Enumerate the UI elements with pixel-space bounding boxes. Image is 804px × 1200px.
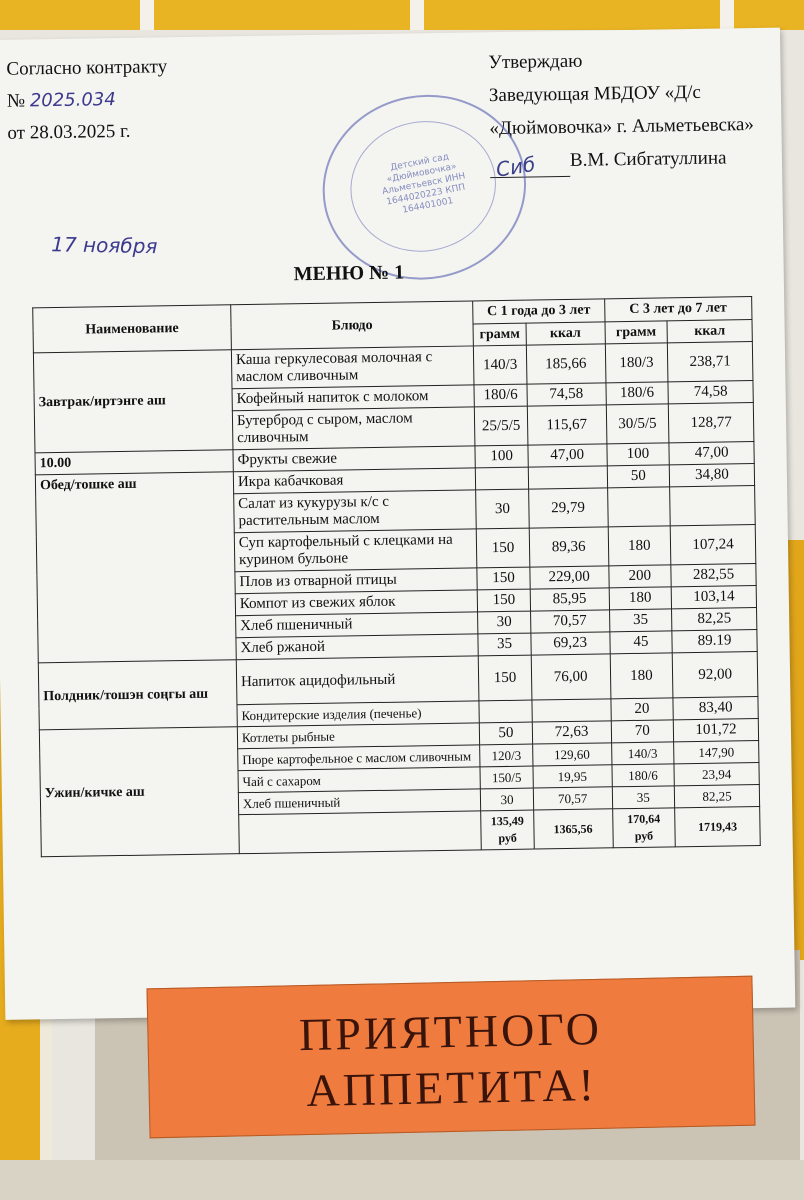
- head-title: Заведующая МБДОУ «Д/с: [488, 81, 702, 107]
- kcal-1: 70,57: [530, 610, 609, 633]
- contract-block: [6, 51, 168, 150]
- meal-name: 10.00: [35, 450, 233, 475]
- gram-2: 180: [610, 653, 673, 699]
- kcal-1: 89,36: [529, 527, 608, 567]
- dish-name: Кондитерские изделия (печенье): [237, 701, 480, 727]
- sign-line-1: ПРИЯТНОГО: [298, 1002, 603, 1061]
- dish-name: Суп картофельный с клецками на курином бульоне: [234, 529, 477, 572]
- col-gram-2: грамм: [605, 320, 668, 343]
- dish-name: Хлеб ржаной: [236, 634, 479, 660]
- kcal-2: 83,40: [673, 697, 758, 720]
- dish-name: Котлеты рыбные: [237, 723, 480, 749]
- gram-2: 180/6: [612, 764, 675, 787]
- gram-1: 120/3: [480, 744, 533, 767]
- gram-2: 200: [608, 565, 671, 588]
- total-price-2: 170,64 руб: [612, 808, 675, 848]
- gram-1: 150: [477, 589, 530, 612]
- dish-name: Фрукты свежие: [233, 446, 476, 472]
- totals-blank: [239, 811, 482, 854]
- kcal-2: 238,71: [667, 342, 752, 382]
- gram-1: 150: [477, 528, 530, 568]
- kcal-1: 47,00: [528, 444, 607, 467]
- kcal-2: 282,55: [671, 564, 756, 587]
- kcal-2: 82,25: [674, 785, 759, 808]
- kcal-2: 103,14: [671, 586, 756, 609]
- kcal-1: 129,60: [532, 743, 611, 766]
- gram-1: 150: [477, 567, 530, 590]
- bon-appetit-sign: [146, 976, 755, 1139]
- gram-1: 140/3: [474, 345, 527, 385]
- dish-name: Каша геркулесовая молочная с маслом сливочным: [231, 346, 474, 389]
- floor-edge: [0, 1160, 804, 1200]
- kcal-2: 74,58: [668, 381, 753, 404]
- signatory-line: [490, 141, 780, 182]
- meal-name: Полдник/тошэн соңгы аш: [38, 660, 237, 730]
- kcal-1: 74,58: [527, 383, 606, 406]
- kcal-1: [532, 699, 611, 722]
- gram-2: [607, 487, 670, 527]
- kcal-1: 115,67: [527, 405, 606, 445]
- gram-1: 35: [478, 633, 531, 656]
- dish-name: Икра кабачковая: [233, 468, 476, 494]
- dish-name: Бутерброд с сыром, маслом сливочным: [232, 407, 475, 450]
- kcal-1: 29,79: [528, 488, 607, 528]
- gram-2: 180/3: [605, 343, 668, 383]
- col-kcal-1: ккал: [526, 321, 605, 345]
- meal-name: Завтрак/иртэнге аш: [33, 350, 232, 453]
- gram-2: 100: [606, 443, 669, 466]
- gram-2: 180: [609, 587, 672, 610]
- kcal-2: 47,00: [669, 442, 754, 465]
- gram-2: 20: [610, 698, 673, 721]
- dish-name: Хлеб пшеничный: [238, 789, 481, 815]
- dish-name: Напиток ацидофильный: [236, 656, 479, 705]
- contract-number: [7, 83, 168, 118]
- wall-gap: [720, 0, 734, 30]
- gram-2: 70: [611, 720, 674, 743]
- kcal-2: 107,24: [670, 525, 755, 565]
- dish-name: Салат из кукурузы к/с с растительным маслом: [234, 490, 477, 533]
- col-kcal-2: ккал: [667, 319, 752, 343]
- school-name: «Дюймовочка» г. Альметьевска»: [489, 114, 755, 140]
- contract-number-handwritten: 2025.034: [29, 89, 116, 112]
- col-gram-1: грамм: [473, 323, 526, 346]
- kcal-1: 72,63: [532, 721, 611, 744]
- contract-line: Согласно контракту: [6, 56, 168, 80]
- gram-1: [479, 700, 532, 723]
- dish-name: Чай с сахаром: [238, 767, 481, 793]
- gram-1: 25/5/5: [475, 406, 528, 446]
- kcal-1: 69,23: [531, 632, 610, 655]
- dish-name: Хлеб пшеничный: [235, 612, 478, 638]
- kcal-2: 101,72: [673, 719, 758, 742]
- menu-sheet: [0, 28, 795, 1020]
- kcal-1: 70,57: [533, 787, 612, 810]
- gram-1: 150: [479, 655, 532, 701]
- kcal-2: 82,25: [672, 608, 757, 631]
- gram-1: 30: [476, 489, 529, 529]
- gram-1: [476, 467, 529, 490]
- kcal-2: 147,90: [674, 741, 759, 764]
- kcal-2: 34,80: [669, 464, 754, 487]
- col-name: Наименование: [33, 305, 232, 353]
- col-group2: С 3 лет до 7 лет: [604, 297, 752, 322]
- total-kcal-1: 1365,56: [533, 809, 612, 849]
- gram-2: 45: [609, 631, 672, 654]
- gram-1: 100: [475, 445, 528, 468]
- gram-2: 35: [609, 609, 672, 632]
- kcal-1: 85,95: [530, 588, 609, 611]
- total-price-1: 135,49 руб: [481, 810, 534, 850]
- kcal-2: 23,94: [674, 763, 759, 786]
- kcal-2: [670, 486, 755, 526]
- kcal-1: 185,66: [526, 344, 605, 384]
- yellow-wall-strip: [0, 0, 804, 30]
- dish-name: Компот из свежих яблок: [235, 590, 478, 616]
- gram-2: 30/5/5: [606, 404, 669, 444]
- gram-1: 30: [481, 788, 534, 811]
- dish-name: Кофейный напиток с молоком: [232, 385, 475, 411]
- menu-title: МЕНЮ № 1: [293, 261, 405, 286]
- dish-name: Пюре картофельное с маслом сливочным: [238, 745, 481, 771]
- kcal-2: 92,00: [672, 652, 758, 698]
- meal-name: Ужин/кичке аш: [39, 727, 239, 857]
- kcal-1: 19,95: [533, 765, 612, 788]
- kcal-2: 89.19: [672, 630, 757, 653]
- dish-name: Плов из отварной птицы: [235, 568, 478, 594]
- contract-date: от 28.03.2025 г.: [7, 120, 131, 144]
- wall-gap: [140, 0, 154, 30]
- approval-block: [488, 42, 780, 182]
- signature: Сиб: [494, 151, 537, 182]
- menu-table: [32, 296, 761, 857]
- meal-name: Обед/тошке аш: [35, 472, 236, 663]
- gram-1: 30: [478, 611, 531, 634]
- total-kcal-2: 1719,43: [675, 807, 760, 847]
- kcal-1: 76,00: [531, 654, 610, 700]
- gram-2: 180/6: [606, 382, 669, 405]
- wall-gap: [410, 0, 424, 30]
- gram-2: 180: [608, 526, 671, 566]
- gram-1: 150/5: [480, 766, 533, 789]
- kcal-1: [528, 466, 607, 489]
- kcal-2: 128,77: [668, 403, 753, 443]
- signatory-name: В.М. Сибгатуллина: [569, 147, 727, 171]
- sign-line-2: АППЕТИТА!: [305, 1058, 598, 1117]
- gram-2: 50: [607, 465, 670, 488]
- gram-2: 35: [612, 786, 675, 809]
- gram-1: 180/6: [474, 384, 527, 407]
- stamp-text: Детский сад «Дюймовочка» Альметьевск ИНН 1644020223 КПП 164401001: [381, 152, 467, 216]
- kcal-1: 229,00: [530, 566, 609, 589]
- col-group1: С 1 года до 3 лет: [473, 299, 605, 324]
- handwritten-date: 17 ноября: [51, 232, 158, 259]
- approve-label: Утверждаю: [488, 50, 583, 74]
- gram-2: 140/3: [611, 742, 674, 765]
- gram-1: 50: [480, 722, 533, 745]
- contract-number-label: №: [6, 90, 26, 112]
- col-dish: Блюдо: [231, 301, 474, 350]
